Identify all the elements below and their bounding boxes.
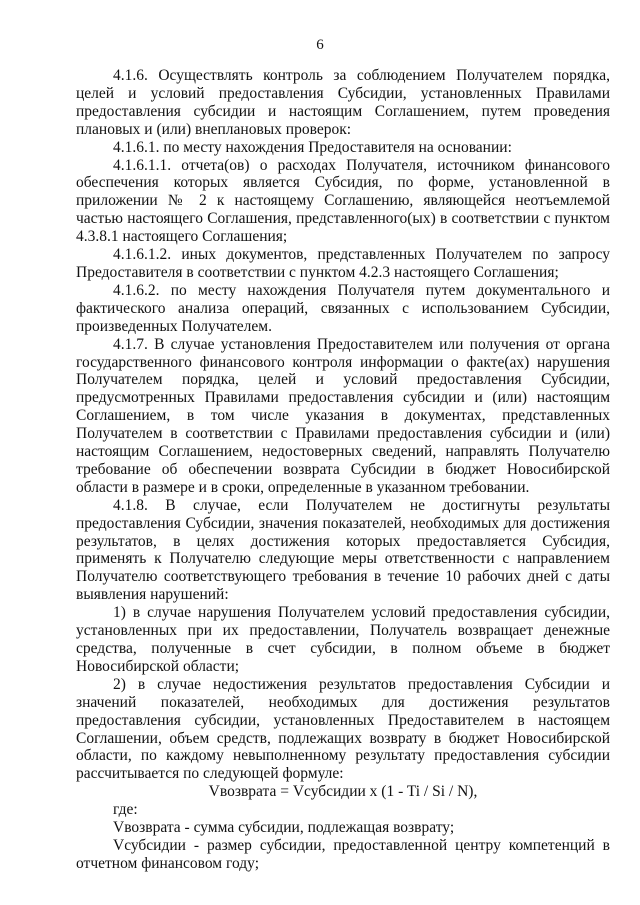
paragraph-where: где: — [113, 801, 138, 819]
definition-v-return: Vвозврата - сумма субсидии, подлежащая возврату; — [113, 819, 455, 837]
paragraph-4-1-6-2: 4.1.6.2. по месту нахождения Получателя путем документального и фактического анализа операций, связанных с использованием Субсидии, произведенных Получателем. — [76, 281, 610, 335]
paragraph-4-1-7: 4.1.7. В случае установления Предоставителем или получения от органа государственного финансового контроля информации о факте(ах) нарушения Получателем порядка, целей и условий предоставления Субсидии, предусмотренных Правилами предоставления субсидии и (или) настоящим Соглашением, в том числе указания в документах, представленных Получателем в соответствии с Правилами предоставления субсидии и (или) настоящим Соглашением, недостоверных сведений, направлять Получателю требование об обеспечении возврата Субсидии в бюджет Новосибирской области в размере и в сроки, определенные в указанном требовании. — [76, 335, 610, 496]
page-number: 6 — [316, 37, 324, 53]
paragraph-4-1-6-1-1: 4.1.6.1.1. отчета(ов) о расходах Получателя, источником финансового обеспечения которых является Субсидия, по форме, установленной в приложении № 2 к настоящему Соглашению, являющейся неотъемлемой частью настоящего Соглашения, представленного(ых) в соответствии с пунктом 4.3.8.1 настоящего Соглашения; — [76, 156, 610, 246]
document-body — [76, 67, 610, 873]
formula: Vвозврата = Vсубсидии x (1 - Ti / Si / N), — [208, 783, 478, 801]
paragraph-4-1-6: 4.1.6. Осуществлять контроль за соблюдением Получателем порядка, целей и условий предоставления Субсидии, установленных Правилами предоставления субсидии и настоящим Соглашением, путем проведения плановых и (или) внеплановых проверок: — [76, 67, 610, 138]
definition-v-subsidy: Vсубсидии - размер субсидии, предоставленной центру компетенций в отчетном финансовом году; — [76, 836, 610, 872]
paragraph-item-1: 1) в случае нарушения Получателем условий предоставления субсидии, установленных при их предоставлении, Получатель возвращает денежные средства, полученные в счет субсидии, в полном объеме в бюджет Новосибирской области; — [76, 604, 610, 675]
paragraph-item-2: 2) в случае недостижения результатов предоставления Субсидии и значений показателей, необходимых для достижения результатов предоставления субсидии, установленных Предоставителем в настоящем Соглашении, объем средств, подлежащих возврату в бюджет Новосибирской области, по каждому невыполненному результату предоставления субсидии рассчитывается по следующей формуле: — [76, 675, 610, 783]
paragraph-4-1-6-1-2: 4.1.6.1.2. иных документов, представленных Получателем по запросу Предоставителя в соответствии с пунктом 4.2.3 настоящего Соглашения; — [76, 246, 610, 281]
paragraph-4-1-6-1: 4.1.6.1. по месту нахождения Предоставителя на основании: — [113, 138, 512, 156]
paragraph-4-1-8: 4.1.8. В случае, если Получателем не достигнуты результаты предоставления Субсидии, значения показателей, необходимых для достижения результатов, в целях достижения которых предоставляется Субсидия, применять к Получателю следующие меры ответственности с направлением Получателю соответствующего требования в течение 10 рабочих дней с даты выявления нарушений: — [76, 496, 610, 604]
